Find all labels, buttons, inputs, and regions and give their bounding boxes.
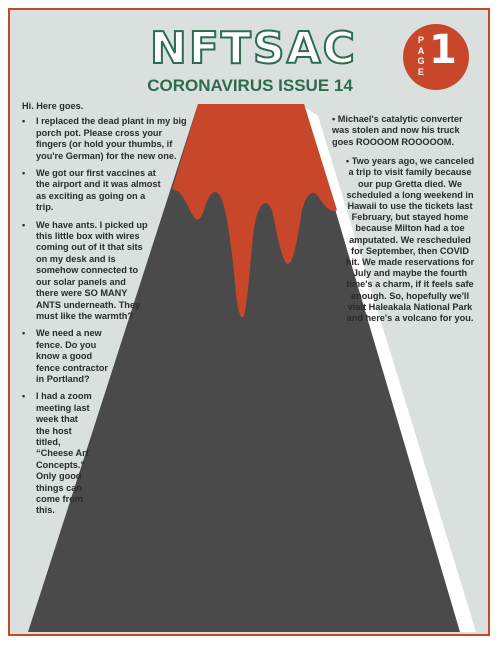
list-item: • Michael's catalytic converter was stolen and now his truck goes ROOOOM ROOOOOM.: [332, 114, 463, 147]
page-badge: [403, 24, 469, 90]
intro-text: Hi. Here goes.: [22, 101, 84, 111]
page-badge-label: PAGE: [417, 35, 425, 77]
list-item: • We have ants. I picked up this little box with wires coming out of it that sits on my desk and is somehow connected to our solar panels and there were SO MANY ANTS underneath. They must like the warmth?: [22, 220, 148, 323]
left-bullet-list: [22, 116, 192, 516]
list-item: • I replaced the dead plant in my big porch pot. Please cross your fingers (or hold your thumbs, if you're German) for the new one.: [22, 116, 192, 162]
page-number: 1: [429, 27, 457, 73]
list-item: • We got our first vaccines at the airport and it was almost as exciting as going on a trip.: [22, 168, 162, 214]
right-column: [326, 114, 476, 324]
newsletter-title: NFTSAC: [150, 23, 357, 74]
list-item: • Two years ago, we canceled a trip to visit family because our pup Gretta died. We scheduled a long weekend in Hawaii to use the tickets last February, but stayed home because Milton had a toe amputated. We rescheduled for September, then COVID hit. We made reservations for July and maybe the fourth time's a charm, if it feels safe enough. So, hopefully we'll visit Haleakala National Park and here's a volcano for you.: [345, 156, 475, 324]
issue-title: CORONAVIRUS ISSUE 14: [147, 76, 353, 95]
list-item: • We need a new fence. Do you know a good fence contractor in Portland?: [22, 328, 110, 385]
list-item: • I had a zoom meeting last week that the host titled, “Cheese Art Concepts.” Only good things can come from this.: [22, 391, 94, 516]
left-column: [22, 101, 192, 523]
